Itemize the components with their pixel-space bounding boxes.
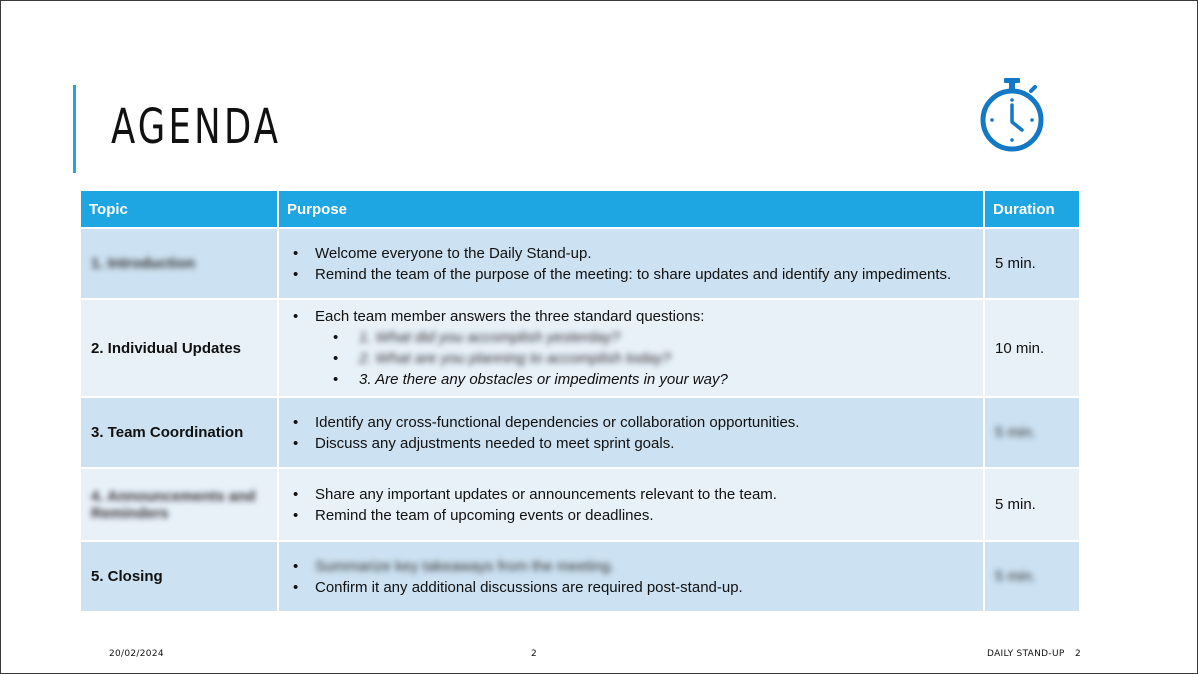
sub-list-item bbox=[359, 369, 975, 390]
list-item-text: Each team member answers the three standard questions: bbox=[315, 308, 705, 325]
topic-cell bbox=[80, 228, 278, 299]
duration-text: 5 min. bbox=[995, 568, 1036, 585]
duration-cell: 10 min. bbox=[984, 299, 1080, 397]
list-item: • Remind the team of upcoming events or deadlines. bbox=[315, 505, 975, 526]
table-row bbox=[80, 299, 1080, 397]
purpose-cell bbox=[278, 299, 984, 397]
list-item: • Identify any cross-functional dependencies or collaboration opportunities. bbox=[315, 412, 975, 433]
table-row bbox=[80, 397, 1080, 468]
purpose-cell bbox=[278, 468, 984, 541]
footer-date: 20/02/2024 bbox=[109, 649, 164, 659]
topic-cell: 5. Closing bbox=[80, 541, 278, 612]
list-item-text: Summarize key takeaways from the meeting. bbox=[315, 557, 615, 575]
duration-cell: 5 min. bbox=[984, 468, 1080, 541]
list-item bbox=[315, 556, 975, 577]
sub-list-item-text: 2. What are you planning to accomplish today? bbox=[359, 350, 671, 367]
agenda-table bbox=[79, 189, 1081, 613]
duration-cell bbox=[984, 541, 1080, 612]
column-header-purpose: Purpose bbox=[278, 190, 984, 228]
purpose-cell bbox=[278, 397, 984, 468]
title-accent-bar bbox=[73, 85, 76, 173]
sub-list-item bbox=[359, 327, 975, 348]
column-header-topic: Topic bbox=[80, 190, 278, 228]
list-item: • Discuss any adjustments needed to meet sprint goals. bbox=[315, 433, 975, 454]
column-header-duration: Duration bbox=[984, 190, 1080, 228]
topic-text: 1. Introduction bbox=[91, 255, 196, 272]
table-row bbox=[80, 228, 1080, 299]
list-item: • Welcome everyone to the Daily Stand-up. bbox=[315, 243, 975, 264]
footer-slide-number: 2 bbox=[1075, 649, 1082, 659]
topic-cell: 3. Team Coordination bbox=[80, 397, 278, 468]
table-header-row bbox=[80, 190, 1080, 228]
duration-cell bbox=[984, 397, 1080, 468]
purpose-cell bbox=[278, 541, 984, 612]
footer-page-number: 2 bbox=[531, 649, 538, 659]
sub-list-item-text: 3. Are there any obstacles or impediments in your way? bbox=[359, 371, 728, 388]
topic-cell: 2. Individual Updates bbox=[80, 299, 278, 397]
list-item: • Confirm it any additional discussions are required post-stand-up. bbox=[315, 577, 975, 598]
footer-label: DAILY STAND-UP bbox=[987, 649, 1065, 659]
duration-text: 5 min. bbox=[995, 424, 1036, 441]
purpose-cell bbox=[278, 228, 984, 299]
list-item: • Remind the team of the purpose of the meeting: to share updates and identify any impediments. bbox=[315, 264, 975, 285]
sub-list-item-text: 1. What did you accomplish yesterday? bbox=[359, 329, 620, 346]
table-row bbox=[80, 541, 1080, 612]
duration-cell: 5 min. bbox=[984, 228, 1080, 299]
list-item: • Share any important updates or announcements relevant to the team. bbox=[315, 484, 975, 505]
table-row bbox=[80, 468, 1080, 541]
list-item bbox=[315, 306, 975, 390]
sub-list-item bbox=[359, 348, 975, 369]
topic-cell bbox=[80, 468, 278, 541]
topic-text: 4. Announcements and Reminders bbox=[91, 487, 256, 522]
page-title: AGENDA bbox=[111, 99, 282, 155]
stopwatch-icon bbox=[977, 75, 1047, 155]
